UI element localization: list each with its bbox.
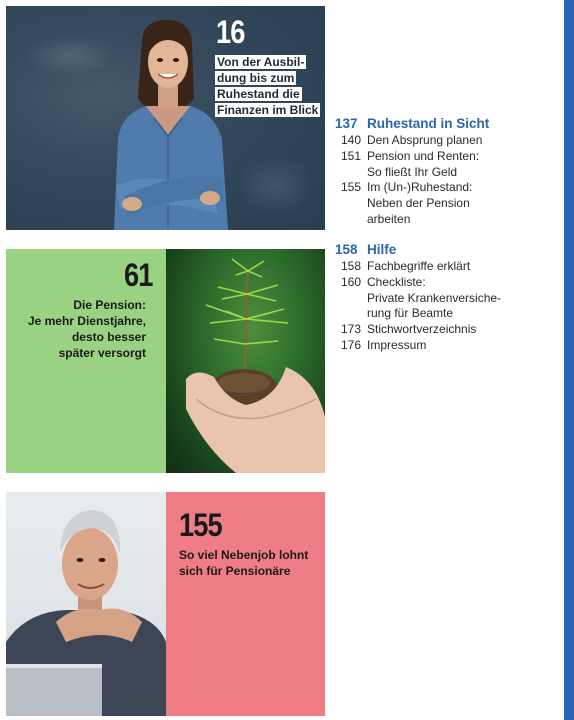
toc-entry-text: Den Absprung planen [367,133,483,147]
teaser-line: sich für Pensionäre [179,564,291,578]
toc-entry-page: 173 [340,322,361,337]
toc-section-page: 158 [335,242,358,257]
toc-entry-page: 176 [340,337,361,352]
toc-entry[interactable] [335,133,560,149]
toc-entry-page: 155 [340,180,361,195]
toc-entry[interactable] [335,180,560,227]
feature-teaser [0,297,146,361]
feature-card-pension[interactable] [6,249,166,473]
toc-entry-page: 158 [340,259,361,273]
feature-card-retirement-finances[interactable] [6,6,325,230]
toc-entry-page: 151 [340,148,361,163]
teaser-line: dung bis zum [217,71,295,85]
feature-page-number: 16 [216,14,245,50]
toc-entry-text: rung für Beamte [367,306,454,321]
teaser-line: Finanzen im Blick [217,103,319,117]
feature-teaser [215,54,325,118]
edge-color-bar [564,0,574,720]
teaser-line: Von der Ausbil- [217,55,305,69]
toc-section-title: Ruhestand in Sicht [367,116,490,131]
toc-entry-text: Fachbegriffe erklärt [367,259,471,273]
feature-card-side-job[interactable] [166,492,325,716]
toc-entry-text: Pension und Renten: [367,148,480,163]
toc-section-hilfe [335,241,560,354]
toc-section-heading[interactable] [335,241,560,259]
toc-entry-page: 140 [340,133,361,147]
toc-section-heading[interactable] [335,115,560,133]
toc-entry-text: Stichwortverzeichnis [367,322,477,337]
teaser-line: später versorgt [58,346,146,360]
toc-section-ruhestand [335,115,560,228]
toc-entry[interactable] [335,259,560,275]
senior-man-image [6,492,166,716]
toc-entry-text: Private Krankenversiche- [367,290,502,305]
toc-entry-text: Neben der Pension [367,196,470,211]
feature-teaser [179,547,319,579]
teaser-line: So viel Nebenjob lohnt [179,548,309,562]
toc-entry-text: Im (Un-)Ruhestand: [367,180,473,195]
senior-man-photo [6,492,166,716]
toc-section-title: Hilfe [367,242,397,257]
toc-entry-text: Impressum [367,337,427,352]
toc-section-page: 137 [335,116,358,131]
teaser-line: Je mehr Dienstjahre, [27,314,146,328]
teaser-line: desto besser [71,330,146,344]
teaser-line: Ruhestand die [217,87,300,101]
feature-page-number: 61 [124,257,153,293]
toc-entry[interactable] [335,322,560,338]
toc-entry-page: 160 [340,274,361,289]
toc-entry[interactable] [335,338,560,354]
seedling-in-hands-image [166,249,325,473]
toc-entry[interactable] [335,149,560,181]
chalkboard-texture [236,156,316,216]
feature-page-number: 155 [179,507,222,543]
toc-entry-text: arbeiten [367,211,411,226]
toc-entry-text: Checkliste: [367,274,426,289]
toc-entry-text: So fließt Ihr Geld [367,164,458,179]
seedling-photo [166,249,325,473]
toc-entry[interactable] [335,275,560,322]
teaser-line: Die Pension: [73,298,146,312]
